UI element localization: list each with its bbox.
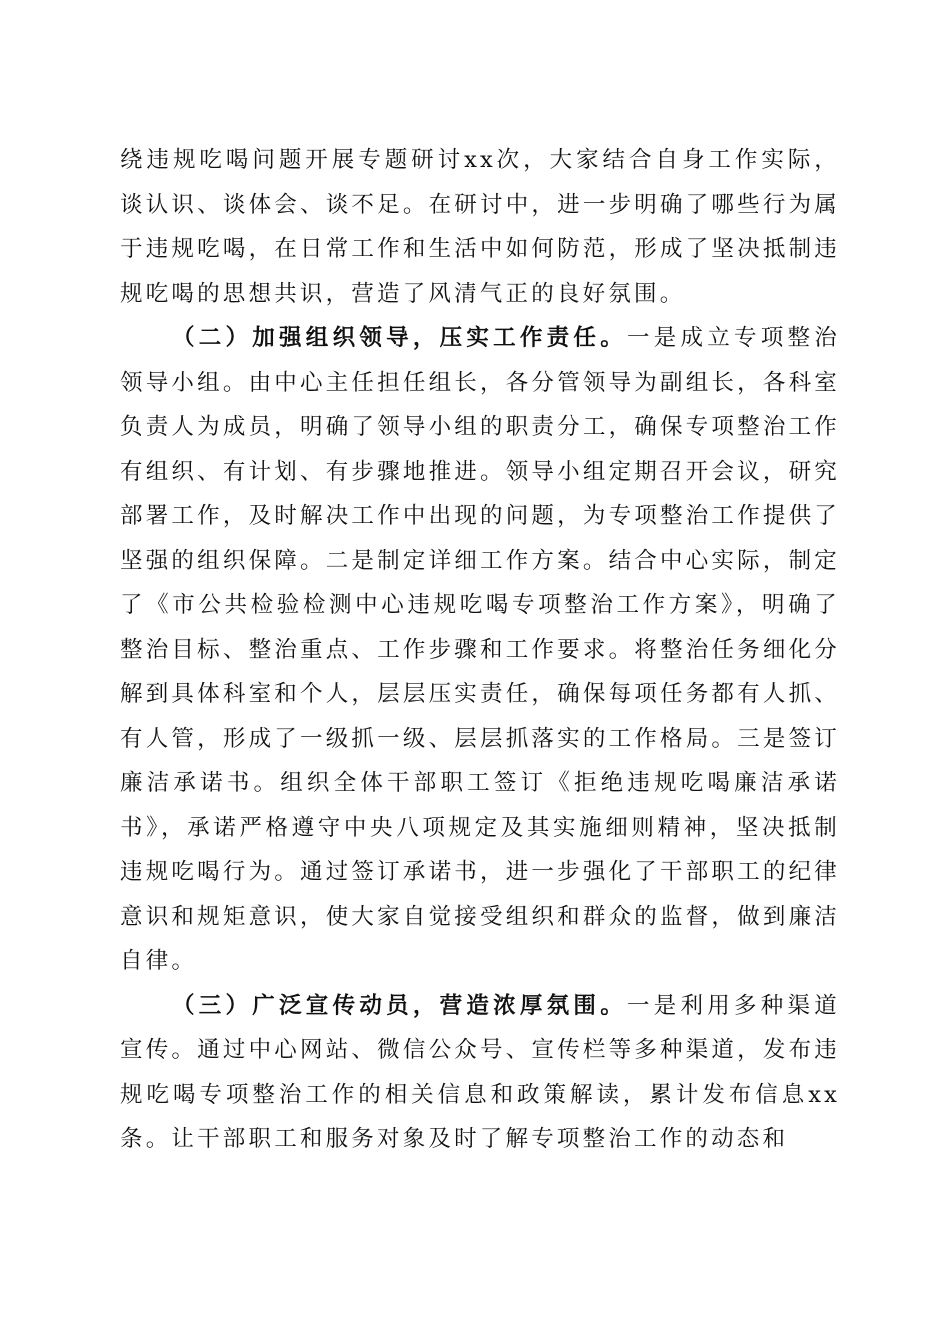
paragraph-1 [120, 138, 840, 316]
paragraph-3-text: 一是利用多种渠道宣传。通过中心网站、微信公众号、宣传栏等多种渠道，发布违规吃喝专项整治工作的相关信息和政策解读，累计发布信息xx条。让干部职工和服务对象及时了解专项整治工作的动态和 [120, 992, 840, 1152]
section-heading-2: （二）加强组织领导，压实工作责任。 [172, 325, 627, 351]
document-body [120, 138, 840, 1162]
paragraph-3 [120, 984, 840, 1162]
paragraph-2-text: 一是成立专项整治领导小组。由中心主任担任组长，各分管领导为副组长，各科室负责人为成员，明确了领导小组的职责分工，确保专项整治工作有组织、有计划、有步骤地推进。领导小组定期召开会议，研究部署工作，及时解决工作中出现的问题，为专项整治工作提供了坚强的组织保障。二是制定详细工作方案。结合中心实际，制定了《市公共检验检测中心违规吃喝专项整治工作方案》，明确了整治目标、整治重点、工作步骤和工作要求。将整治任务细化分解到具体科室和个人，层层压实责任，确保每项任务都有人抓、有人管，形成了一级抓一级、层层抓落实的工作格局。三是签订廉洁承诺书。组织全体干部职工签订《拒绝违规吃喝廉洁承诺书》，承诺严格遵守中央八项规定及其实施细则精神，坚决抵制违规吃喝行为。通过签订承诺书，进一步强化了干部职工的纪律意识和规矩意识，使大家自觉接受组织和群众的监督，做到廉洁自律。 [120, 325, 840, 974]
section-heading-3: （三）广泛宣传动员，营造浓厚氛围。 [172, 992, 627, 1019]
paragraph-1-text: 绕违规吃喝问题开展专题研讨xx次，大家结合自身工作实际，谈认识、谈体会、谈不足。在研讨中，进一步明确了哪些行为属于违规吃喝，在日常工作和生活中如何防范，形成了坚决抵制违规吃喝的思想共识，营造了风清气正的良好氛围。 [120, 147, 840, 307]
paragraph-2 [120, 316, 840, 984]
